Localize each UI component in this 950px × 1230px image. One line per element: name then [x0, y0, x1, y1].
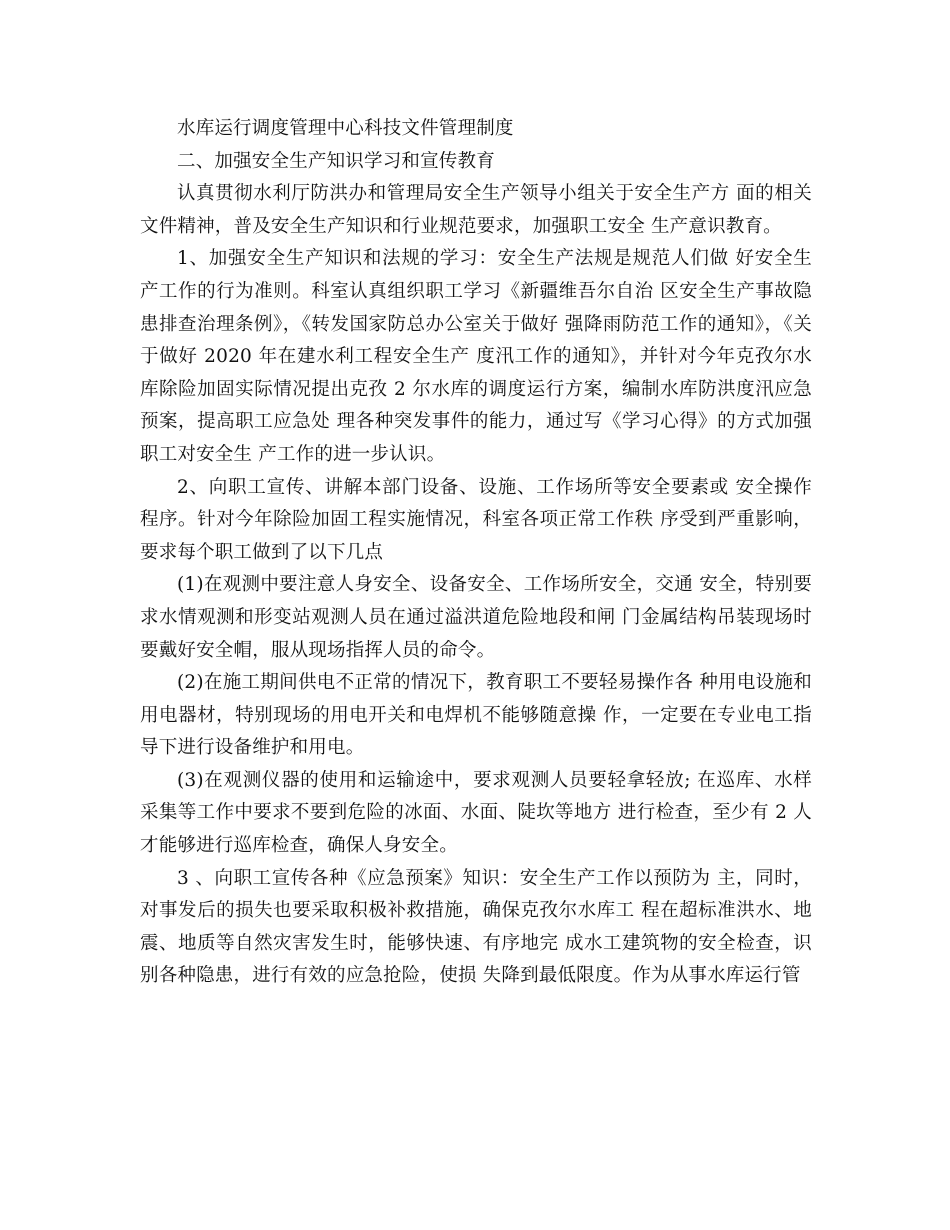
paragraph-subitem-3: (3)在观测仪器的使用和运输途中，要求观测人员要轻拿轻放; 在巡库、水样采集等工作中要求不要到危险的冰面、水面、陡坎等地方 进行检查，至少有 2 人才能够进行巡库检查，确保人身安全。: [140, 769, 812, 857]
paragraph-subitem-1: (1)在观测中要注意人身安全、设备安全、工作场所安全，交通 安全，特别要求水情观测和形变站观测人员在通过溢洪道危险地段和闸 门金属结构吊装现场时要戴好安全帽，服从现场指挥人员的命令。: [140, 574, 812, 661]
paragraph-subitem-2: (2)在施工期间供电不正常的情况下，教育职工不要轻易操作各 种用电设施和用电器材，特别现场的用电开关和电焊机不能够随意操 作，一定要在专业电工指导下进行设备维护和用电。: [140, 672, 812, 759]
document-body: [140, 113, 812, 993]
paragraph-item-1: 1、加强安全生产知识和法规的学习：安全生产法规是规范人们做 好安全生产工作的行为准则。科室认真组织职工学习《新疆维吾尔自治 区安全生产事故隐患排查治理条例》，《转发国家防总办公室关于做好 强降雨防范工作的通知》，《关于做好 2020 年在建水利工程安全生产 度汛工作的通知》，并针对今年克孜尔水库除险加固实际情况提出克孜 2 尔水库的调度运行方案，编制水库防洪度汛应急预案，提高职工应急处 理各种突发事件的能力，通过写《学习心得》的方式加强职工对安全生 产工作的进一步认识。: [140, 248, 812, 465]
document-title: 水库运行调度管理中心科技文件管理制度: [177, 118, 514, 139]
section-heading: 二、加强安全生产知识学习和宣传教育: [177, 150, 495, 172]
paragraph-item-3: 3 、向职工宣传各种《应急预案》知识：安全生产工作以预防为 主，同时，对事发后的损失也要采取积极补救措施，确保克孜尔水库工 程在超标准洪水、地震、地质等自然灾害发生时，能够快速、有序地完 成水工建筑物的安全检查，识别各种隐患，进行有效的应急抢险，使损 失降到最低限度。作为从事水库运行管: [140, 867, 812, 987]
paragraph-item-2: 2、向职工宣传、讲解本部门设备、设施、工作场所等安全要素或 安全操作程序。针对今年除险加固工程实施情况，科室各项正常工作秩 序受到严重影响，要求每个职工做到了以下几点: [140, 476, 812, 563]
paragraph-intro: 认真贯彻水利厅防洪办和管理局安全生产领导小组关于安全生产方 面的相关文件精神，普及安全生产知识和行业规范要求，加强职工安全 生产意识教育。: [140, 183, 812, 237]
